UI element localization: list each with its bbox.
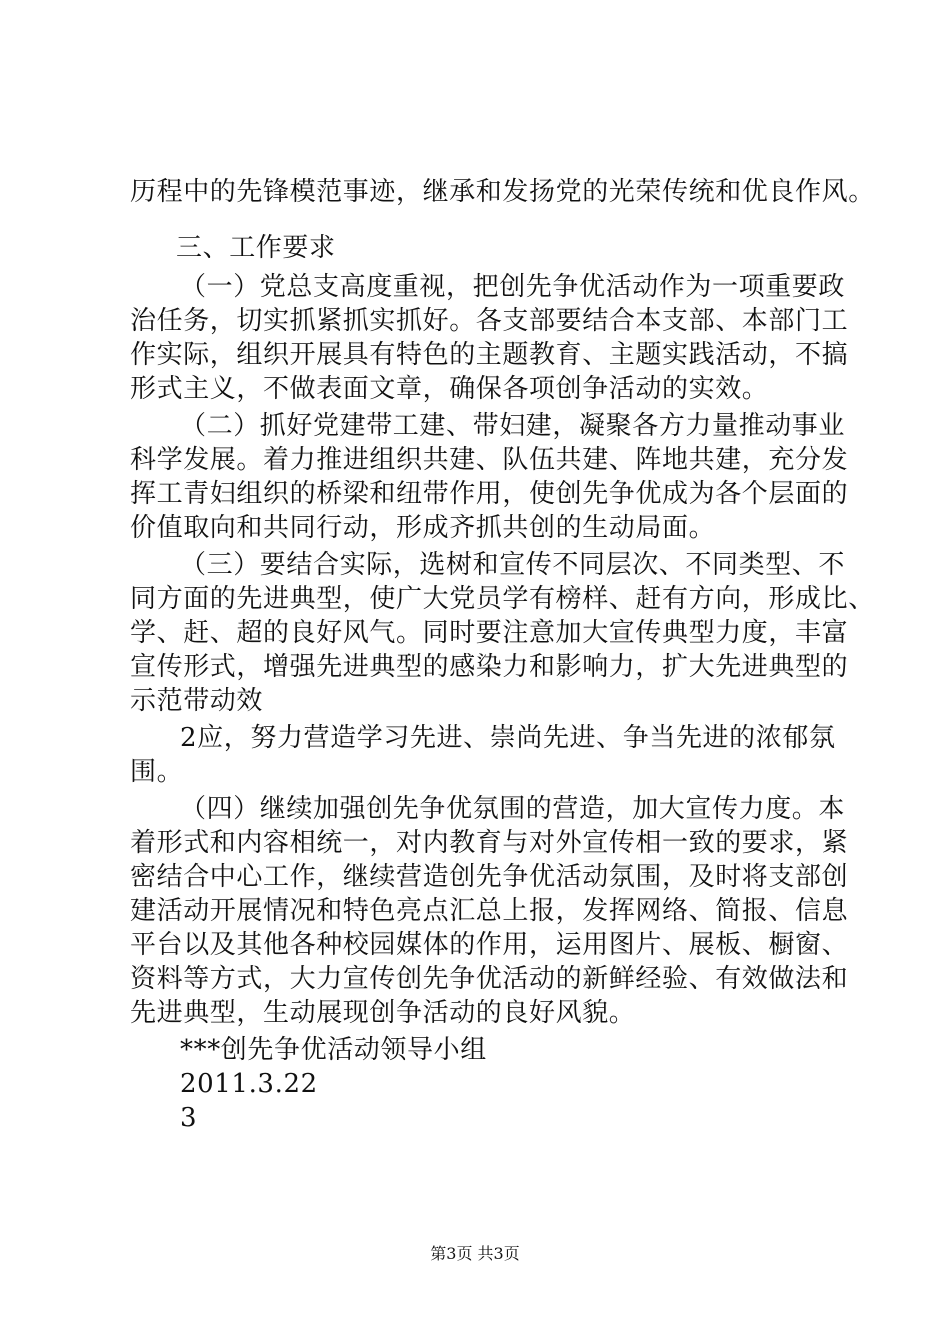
- page-number-inline: 3: [180, 1103, 198, 1133]
- paragraph-line: （一）党总支高度重视，把创先争优活动作为一项重要政: [180, 272, 846, 302]
- paragraph-line: 资料等方式，大力宣传创先争优活动的新鲜经验、有效做法和: [130, 964, 849, 994]
- paragraph-line: （二）抓好党建带工建、带妇建，凝聚各方力量推动事业: [180, 411, 846, 441]
- section-heading: 三、工作要求: [176, 233, 336, 263]
- paragraph-line: 宣传形式，增强先进典型的感染力和影响力，扩大先进典型的: [130, 652, 849, 682]
- signature-line: ***创先争优活动领导小组: [180, 1035, 487, 1065]
- paragraph-line: 示范带动效: [130, 686, 264, 716]
- paragraph-line: 着形式和内容相统一，对内教育与对外宣传相一致的要求，紧: [130, 828, 849, 858]
- date-line: 2011.3.22: [180, 1069, 318, 1099]
- paragraph-line: 密结合中心工作，继续营造创先争优活动氛围，及时将支部创: [130, 862, 849, 892]
- paragraph-line: 建活动开展情况和特色亮点汇总上报，发挥网络、简报、信息: [130, 896, 849, 926]
- paragraph-line: 作实际，组织开展具有特色的主题教育、主题实践活动，不搞: [130, 340, 849, 370]
- paragraph-line: 价值取向和共同行动，形成齐抓共创的生动局面。: [130, 513, 716, 543]
- paragraph-line: 平台以及其他各种校园媒体的作用，运用图片、展板、橱窗、: [130, 930, 849, 960]
- paragraph-line: 治任务，切实抓紧抓实抓好。各支部要结合本支部、本部门工: [130, 306, 849, 336]
- page-footer: 第3页 共3页: [430, 1244, 520, 1263]
- paragraph-line: （四）继续加强创先争优氛围的营造，加大宣传力度。本: [180, 794, 846, 824]
- paragraph-line: 2应，努力营造学习先进、崇尚先进、争当先进的浓郁氛: [180, 723, 836, 753]
- paragraph-line: 挥工青妇组织的桥梁和纽带作用，使创先争优成为各个层面的: [130, 479, 849, 509]
- paragraph-line: 学、赶、超的良好风气。同时要注意加大宣传典型力度，丰富: [130, 618, 849, 648]
- paragraph-line: 先进典型，生动展现创争活动的良好风貌。: [130, 998, 636, 1028]
- paragraph-line: 历程中的先锋模范事迹，继承和发扬党的光荣传统和优良作风。: [130, 177, 875, 207]
- paragraph-line: 同方面的先进典型，使广大党员学有榜样、赶有方向，形成比、: [130, 584, 875, 614]
- paragraph-line: 围。: [130, 757, 184, 787]
- paragraph-line: （三）要结合实际，选树和宣传不同层次、不同类型、不: [180, 550, 846, 580]
- paragraph-line: 形式主义，不做表面文章，确保各项创争活动的实效。: [130, 374, 769, 404]
- paragraph-line: 科学发展。着力推进组织共建、队伍共建、阵地共建，充分发: [130, 445, 849, 475]
